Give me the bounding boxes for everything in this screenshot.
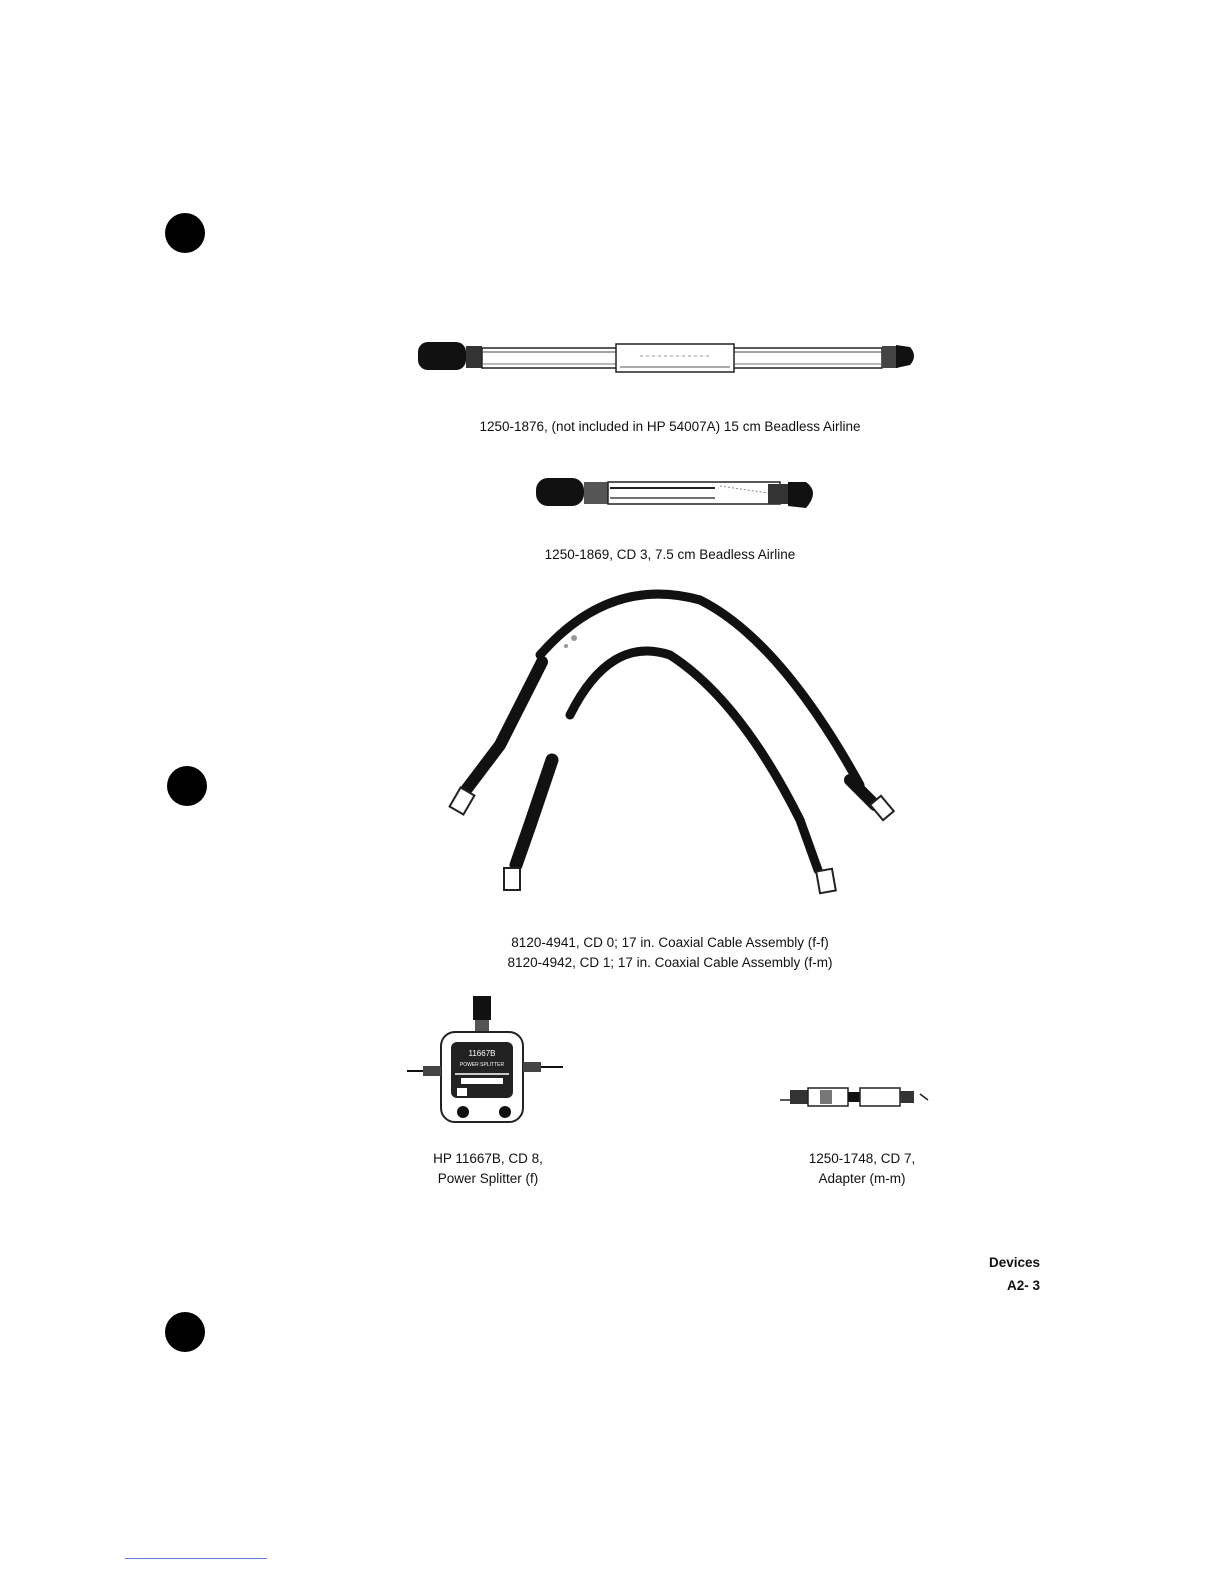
adapter-image (780, 1080, 940, 1116)
caption-cable-ff: 8120-4941, CD 0; 17 in. Coaxial Cable Assembly (f-f) (511, 935, 829, 950)
caption-cable-fm: 8120-4942, CD 1; 17 in. Coaxial Cable Assembly (f-m) (507, 955, 833, 970)
splitter-model-label: 11667B (468, 1049, 496, 1058)
caption-airline-7-5cm: 1250-1869, CD 3, 7.5 cm Beadless Airline (544, 547, 796, 562)
airline-7-5cm-image (530, 470, 825, 518)
binder-hole-bottom (165, 1312, 205, 1352)
binder-hole-middle (167, 766, 207, 806)
coaxial-cables-image (440, 580, 910, 920)
footer-page-number: A2- 3 (1006, 1278, 1040, 1293)
caption-splitter-line2: Power Splitter (f) (437, 1171, 539, 1186)
power-splitter-image (405, 992, 565, 1128)
footer-section: Devices (988, 1255, 1040, 1270)
splitter-name-label: POWER SPLITTER (459, 1062, 505, 1068)
caption-adapter-line2: Adapter (m-m) (818, 1171, 906, 1186)
airline-15cm-image (410, 334, 920, 380)
bottom-rule (125, 1558, 267, 1559)
caption-airline-15cm: 1250-1876, (not included in HP 54007A) 15 cm Beadless Airline (479, 419, 861, 434)
binder-hole-top (165, 213, 205, 253)
caption-splitter-line1: HP 11667B, CD 8, (433, 1151, 543, 1166)
caption-adapter-line1: 1250-1748, CD 7, (808, 1151, 916, 1166)
